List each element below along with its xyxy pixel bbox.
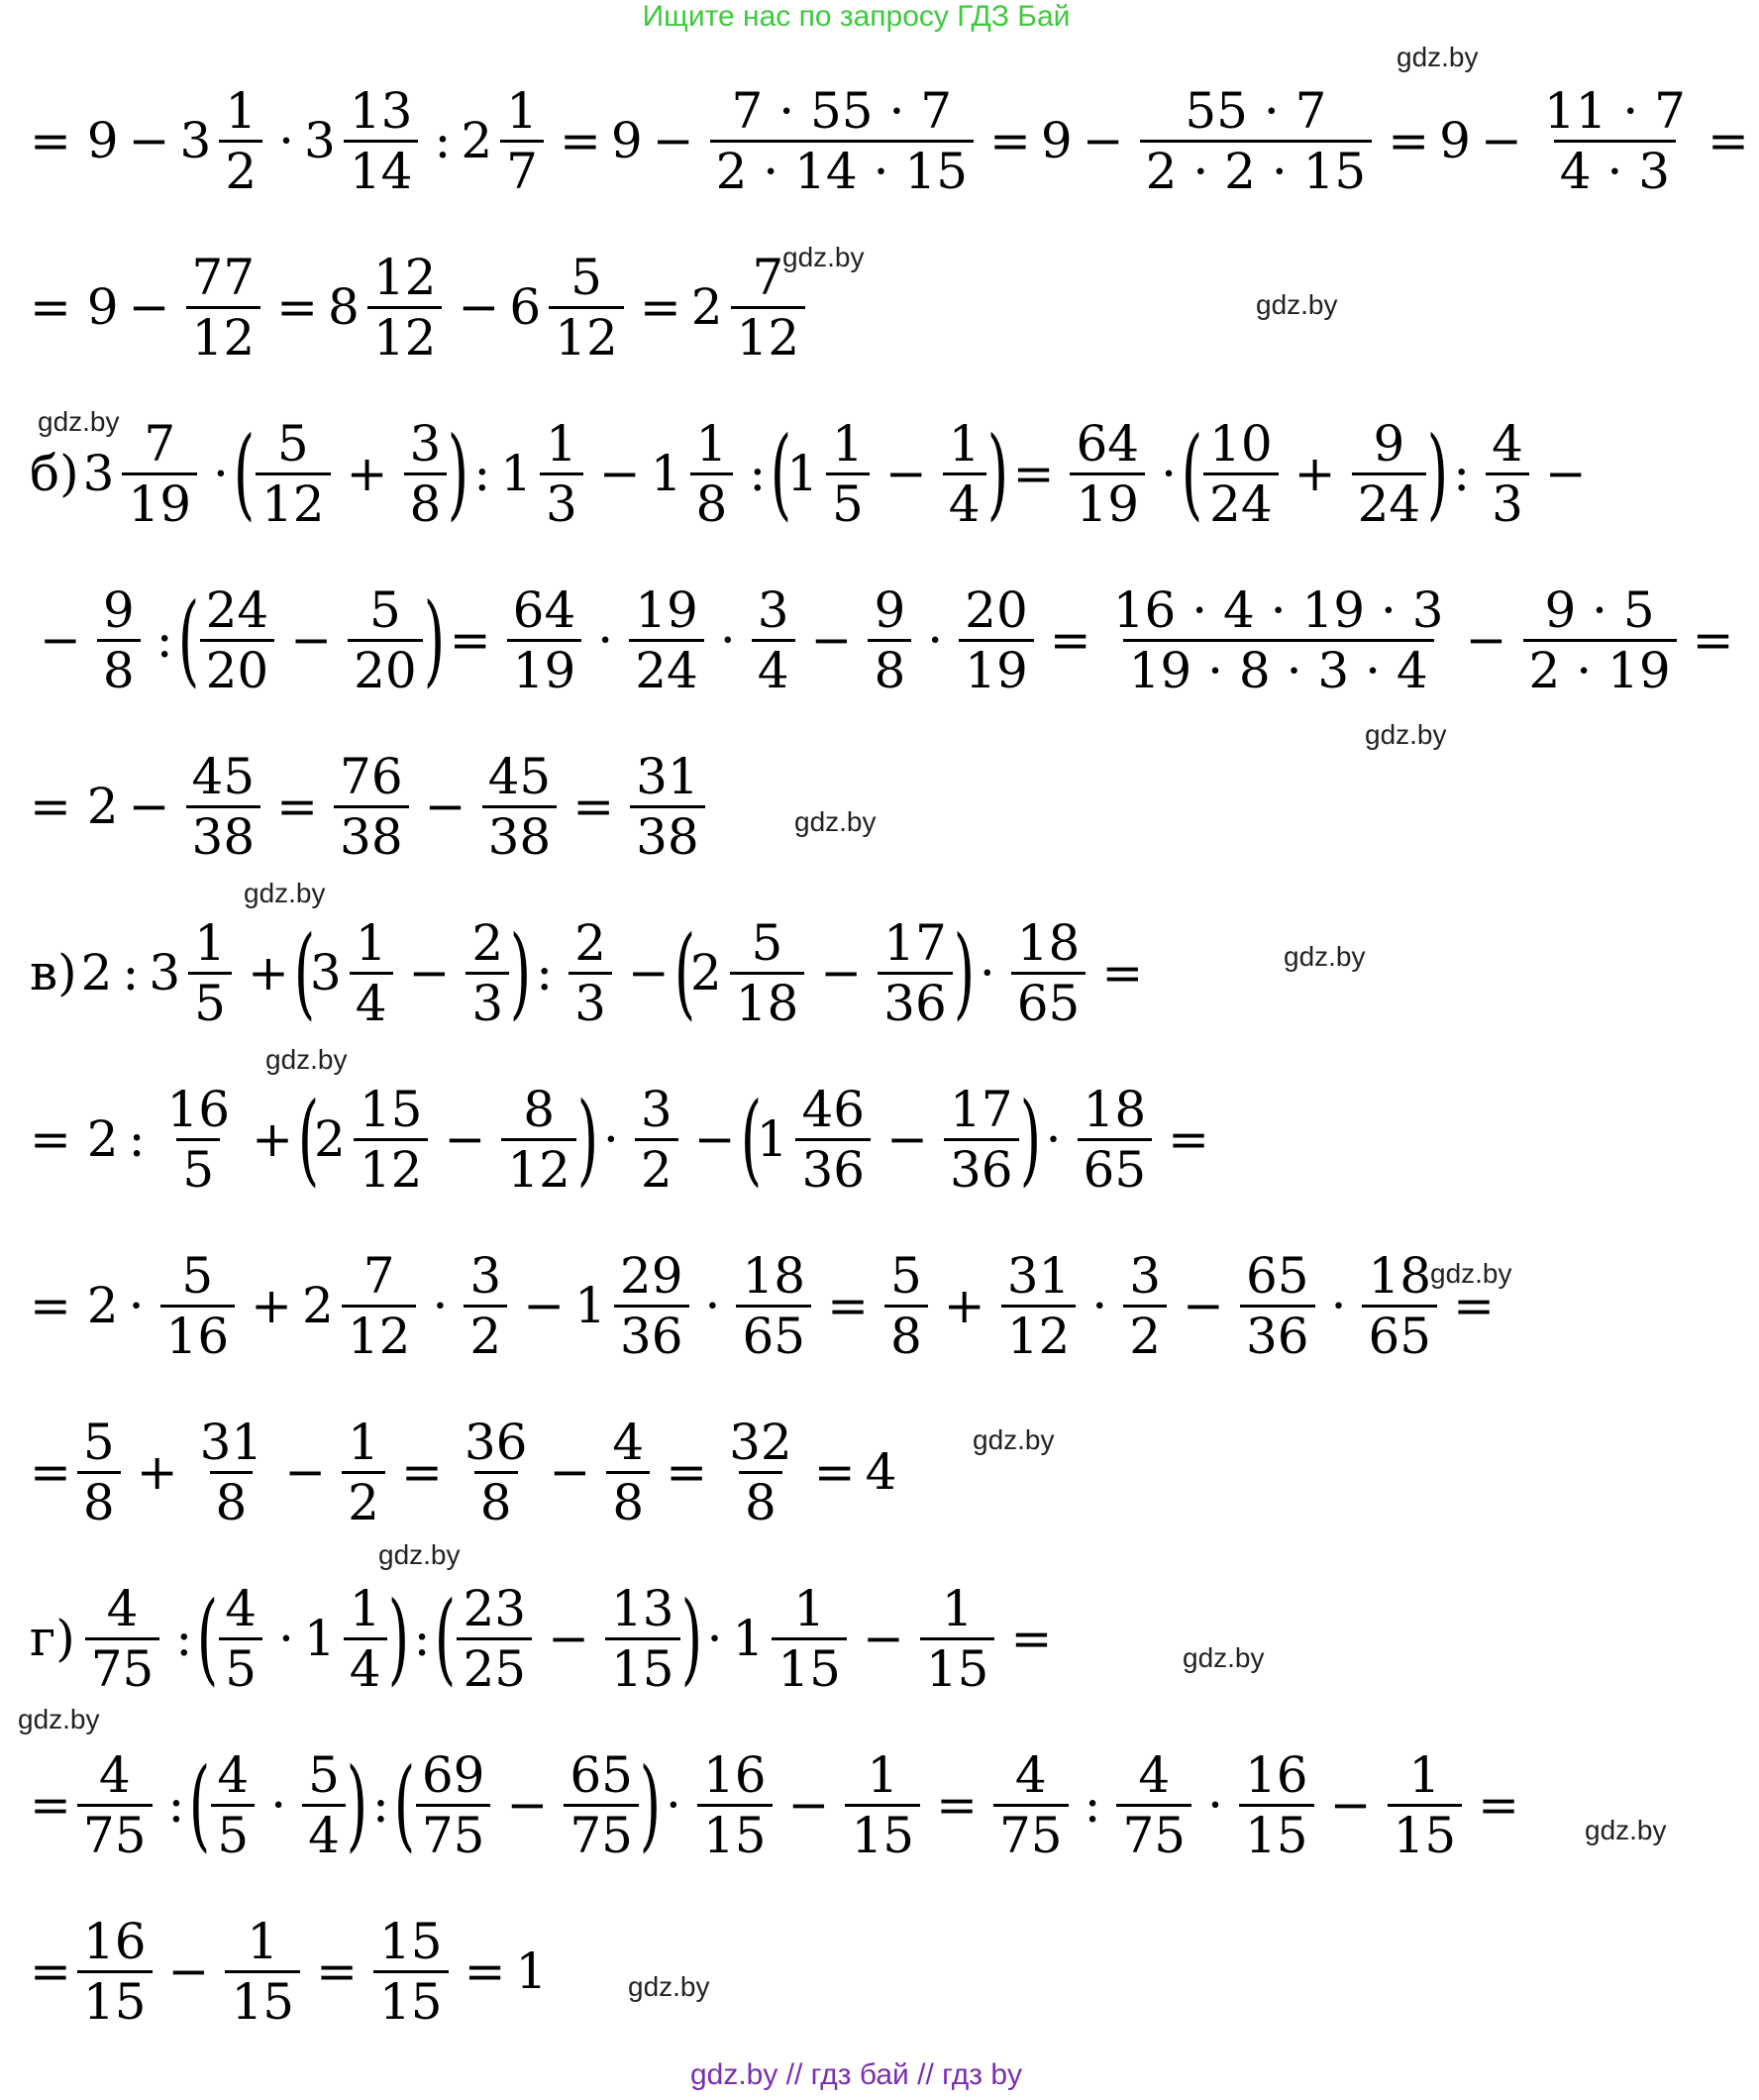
watermark: gdz.by (378, 1539, 461, 1570)
math-line: − $\frac{9}{8}$ : ( $\frac{24}{20}$ − $\frac{5}{20}$ ) = $\frac{64}{19}$ · $\frac{19}{24}$ · $\frac{3}{4}$ − $\frac{9}{8}$ · $\frac{20}{19}$ = $\frac{16 \cdot 4 \cdot 19 \cdot 3}{19 \cdot 8 \cdot 3 \cdot 4}$ − $\frac{9 \cdot 5}{2 \cdot 19}$ = (40, 580, 1734, 699)
watermark: gdz.by (1365, 719, 1447, 750)
math-line: = $\frac{4}{75}$ : ( $\frac{4}{5}$ · $\frac{5}{4}$ ) : ( $\frac{69}{75}$ − $\frac{65}{75}$ ) · $\frac{16}{15}$ − $\frac{1}{15}$ = $\frac{4}{75}$ : $\frac{4}{75}$ · $\frac{16}{15}$ − $\frac{1}{15}$ = (30, 1745, 1520, 1864)
watermark: gdz.by (782, 242, 865, 272)
math-line: = $\frac{5}{8}$ + $\frac{31}{8}$ − $\frac{1}{2}$ = $\frac{36}{8}$ − $\frac{4}{8}$ = $\frac{32}{8}$ = 4 (30, 1413, 897, 1531)
part-label: б) (30, 445, 79, 502)
math-line: = 2 : $\frac{16}{5}$ + ( 2 $\frac{15}{12}$ − $\frac{8}{12}$ ) · $\frac{3}{2}$ − ( 1 $\frac{46}{36}$ − $\frac{17}{36}$ ) · $\frac{18}{65}$ = (30, 1080, 1210, 1199)
watermark: gdz.by (1256, 289, 1338, 320)
math-line: = 2 · $\frac{5}{16}$ + 2 $\frac{7}{12}$ · $\frac{3}{2}$ − 1 $\frac{29}{36}$ · $\frac{18}{65}$ = $\frac{5}{8}$ + $\frac{31}{12}$ · $\frac{3}{2}$ − $\frac{65}{36}$ · $\frac{18}{65}$ = (30, 1246, 1496, 1365)
watermark: gdz.by (794, 806, 877, 837)
watermark: gdz.by (628, 1971, 710, 2002)
watermark: gdz.by (1585, 1815, 1667, 1845)
watermark: gdz.by (265, 1044, 348, 1075)
watermark: gdz.by (1284, 941, 1366, 972)
math-line: в) 2 : 3 $\frac{1}{5}$ + ( 3 $\frac{1}{4}$ − $\frac{2}{3}$ ) : $\frac{2}{3}$ − ( 2 $\frac{5}{18}$ − $\frac{17}{36}$ ) · $\frac{18}{65}$ = (30, 913, 1144, 1032)
part-label: в) (30, 944, 77, 1001)
math-line: = 9 − 3 $\frac{1}{2}$ · 3 $\frac{13}{14}$ : 2 $\frac{1}{7}$ = 9 − $\frac{7 \cdot 55 \cdot 7}{2 \cdot 14 \cdot 15}$ = 9 − $\frac{55 \cdot 7}{2 \cdot 2 \cdot 15}$ = 9 − $\frac{11 \cdot 7}{4 \cdot 3}$ = (30, 81, 1749, 200)
watermark: gdz.by (38, 406, 120, 437)
part-label: г) (30, 1610, 75, 1667)
watermark: gdz.by (1397, 42, 1479, 72)
math-line: б) 3 $\frac{7}{19}$ · ( $\frac{5}{12}$ + $\frac{3}{8}$ ) : 1 $\frac{1}{3}$ − 1 $\frac{1}{8}$ : ( 1 $\frac{1}{5}$ − $\frac{1}{4}$ ) = $\frac{64}{19}$ · ( $\frac{10}{24}$ + $\frac{9}{24}$ ) : $\frac{4}{3}$ − (30, 414, 1587, 533)
math-line: = 9 − $\frac{77}{12}$ = 8 $\frac{12}{12}$ − 6 $\frac{5}{12}$ = 2 $\frac{7}{12}$ (30, 238, 811, 376)
watermark: gdz.by (973, 1424, 1055, 1455)
math-line: = $\frac{16}{15}$ − $\frac{1}{15}$ = $\frac{15}{15}$ = 1 (30, 1912, 548, 2031)
watermark: gdz.by (244, 878, 326, 908)
watermark: gdz.by (18, 1704, 100, 1734)
footer-links: gdz.by // гдз бай // гдз by (689, 2058, 1023, 2091)
watermark: gdz.by (1183, 1642, 1265, 1673)
top-banner: Ищите нас по запросу ГДЗ Бай (642, 0, 1071, 33)
watermark: gdz.by (1430, 1258, 1512, 1289)
math-line: г) $\frac{4}{75}$ : ( $\frac{4}{5}$ · 1 $\frac{1}{4}$ ) : ( $\frac{23}{25}$ − $\frac{13}{15}$ ) · 1 $\frac{1}{15}$ − $\frac{1}{15}$ = (30, 1579, 1053, 1698)
math-line: = 2 − $\frac{45}{38}$ = $\frac{76}{38}$ − $\frac{45}{38}$ = $\frac{31}{38}$ (30, 737, 711, 876)
